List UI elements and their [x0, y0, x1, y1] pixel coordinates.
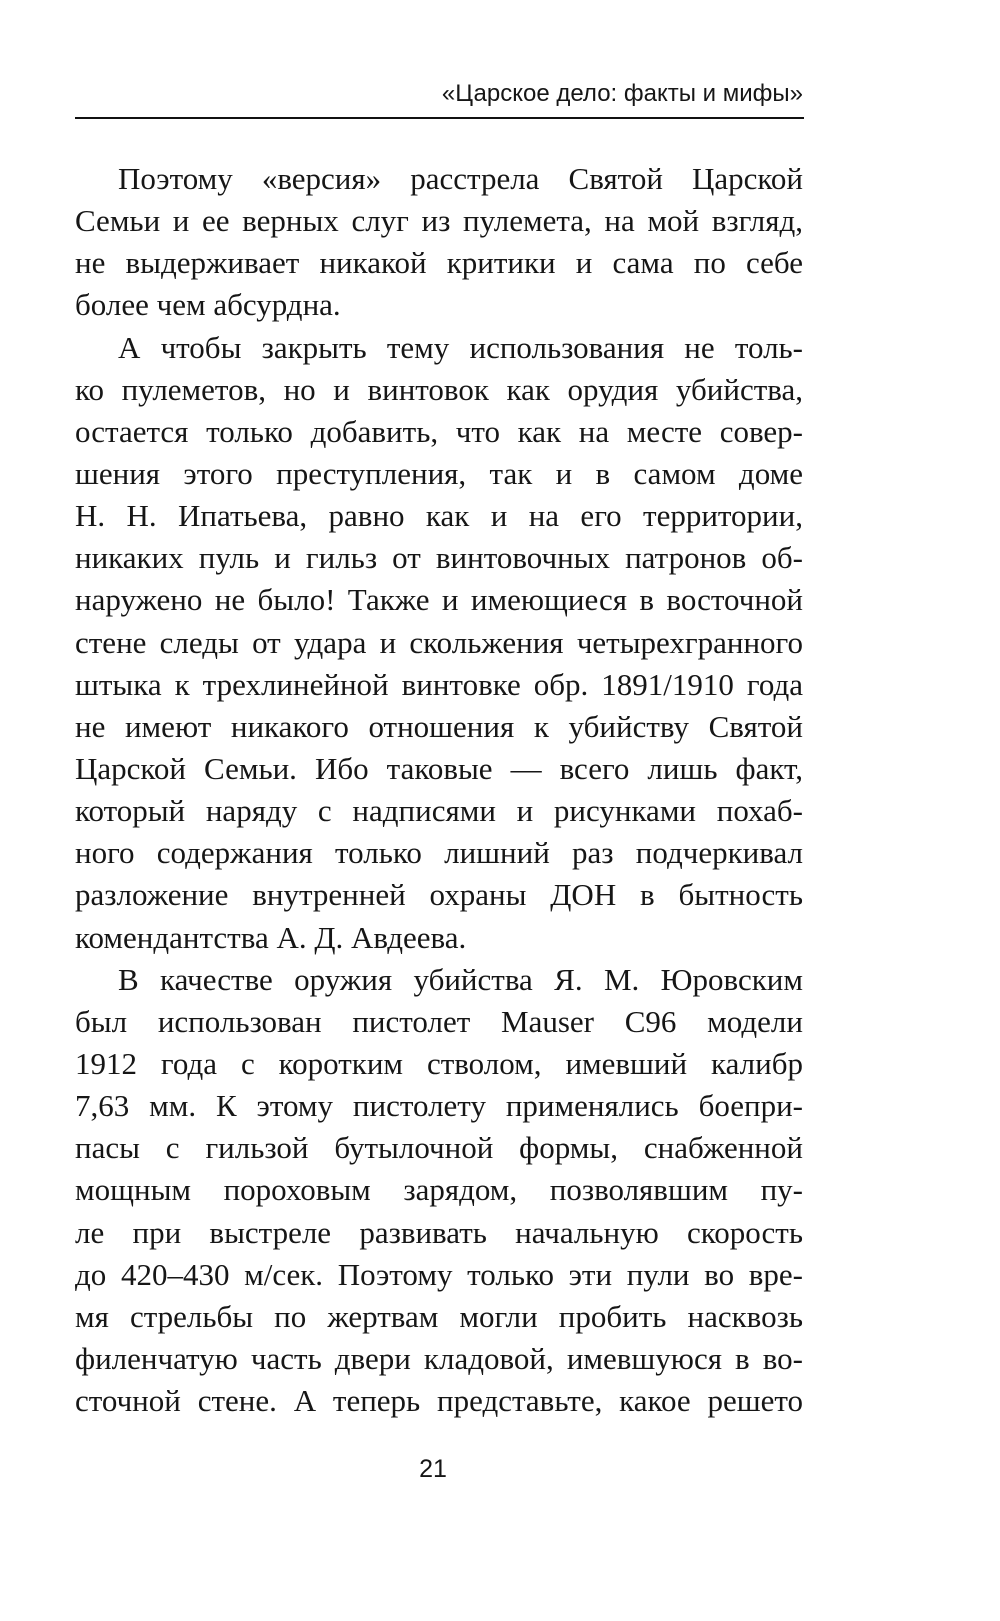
- text-line: ного содержания только лишний раз подчеркивал: [75, 835, 803, 871]
- text-line: мощным пороховым зарядом, позволявшим пу-: [75, 1172, 803, 1208]
- text-line: Семьи и ее верных слуг из пулемета, на мой взгляд,: [75, 203, 803, 239]
- text-line: шения этого преступления, так и в самом доме: [75, 455, 803, 491]
- text-line: наружено не было! Также и имеющиеся в восточной: [75, 582, 803, 618]
- text-line: разложение внутренней охраны ДОН в бытность: [75, 877, 803, 913]
- text-line: никаких пуль и гильз от винтовочных патронов об-: [75, 540, 803, 576]
- text-line: Н. Н. Ипатьева, равно как и на его территории,: [75, 498, 803, 534]
- text-line: пасы с гильзой бутылочной формы, снабженной: [75, 1130, 803, 1166]
- text-line: до 420–430 м/сек. Поэтому только эти пули во вре-: [75, 1256, 803, 1292]
- header-rule: [75, 117, 804, 119]
- running-header: «Царское дело: факты и мифы»: [441, 80, 803, 107]
- page-body: [75, 158, 803, 1422]
- text-line: комендантства А. Д. Авдеева.: [75, 919, 467, 955]
- text-line: штыка к трехлинейной винтовке обр. 1891/1910 года: [75, 666, 803, 702]
- page-number: 21: [419, 1455, 447, 1483]
- text-line: А чтобы закрыть тему использования не толь-: [118, 329, 803, 365]
- text-line: Царской Семьи. Ибо таковые — всего лишь факт,: [75, 750, 803, 786]
- text-line: ле при выстреле развивать начальную скорость: [75, 1214, 803, 1250]
- text-line: филенчатую часть двери кладовой, имевшуюся в во-: [75, 1340, 803, 1376]
- text-line: остается только добавить, что как на месте совер-: [75, 413, 803, 449]
- text-line: В качестве оружия убийства Я. М. Юровским: [118, 961, 803, 997]
- paragraph: [75, 158, 803, 327]
- paragraph: [75, 959, 803, 1423]
- text-line: 7,63 мм. К этому пистолету применялись боепри-: [75, 1088, 803, 1124]
- text-line: не имеют никакого отношения к убийству Святой: [75, 708, 803, 744]
- text-line: мя стрельбы по жертвам могли пробить насквозь: [75, 1298, 803, 1334]
- text-line: был использован пистолет Mauser C96 модели: [75, 1003, 803, 1039]
- text-line: Поэтому «версия» расстрела Святой Царской: [118, 161, 803, 196]
- paragraph: [75, 327, 803, 959]
- text-line: ко пулеметов, но и винтовок как орудия убийства,: [75, 371, 803, 407]
- text-line: сточной стене. А теперь представьте, какое решето: [75, 1383, 803, 1419]
- text-line: не выдерживает никакой критики и сама по себе: [75, 245, 803, 281]
- text-line: 1912 года с коротким стволом, имевший калибр: [75, 1045, 803, 1081]
- text-line: более чем абсурдна.: [75, 287, 341, 323]
- text-line: который наряду с надписями и рисунками похаб-: [75, 793, 803, 829]
- text-line: стене следы от удара и скольжения четырехгранного: [75, 624, 803, 660]
